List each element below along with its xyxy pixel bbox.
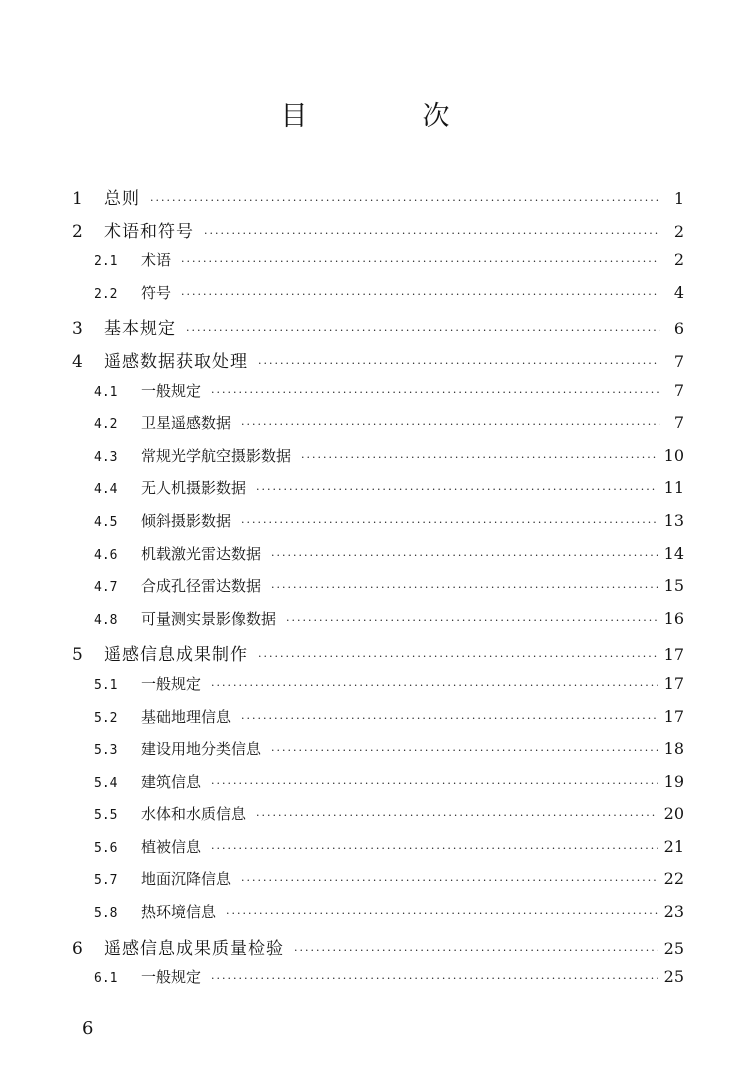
toc-leader-dots <box>286 614 658 627</box>
toc-section-entry[interactable] <box>72 673 684 706</box>
footer-page-number: 6 <box>82 1018 94 1039</box>
toc-entry-number: 2.1 <box>94 254 118 270</box>
toc-entry-number: 4.6 <box>94 547 118 563</box>
toc-entry-title: 一般规定 <box>141 968 202 987</box>
toc-entry-number: 5.2 <box>94 710 118 726</box>
toc-leader-dots <box>271 744 658 757</box>
toc-entry-number: 4.1 <box>94 384 118 400</box>
page-title: 目 次 <box>280 101 494 132</box>
toc-section-entry[interactable] <box>72 445 684 478</box>
toc-leader-dots <box>211 842 658 855</box>
toc-entry-page: 4 <box>673 282 684 302</box>
toc-leader-dots <box>241 418 660 431</box>
toc-section-entry[interactable] <box>72 380 684 413</box>
toc-entry-number: 5.8 <box>94 906 118 922</box>
toc-entry-title: 建筑信息 <box>141 772 202 791</box>
toc-section-entry[interactable] <box>72 477 684 510</box>
toc-entry-number: 1 <box>72 189 83 209</box>
toc-entry-title: 基础地理信息 <box>141 707 232 726</box>
toc-leader-dots <box>258 357 660 370</box>
toc-section-entry[interactable] <box>72 575 684 608</box>
toc-leader-dots <box>181 255 660 268</box>
toc-entry-page: 14 <box>663 543 684 563</box>
toc-leader-dots <box>204 227 660 240</box>
toc-leader-dots <box>150 194 660 207</box>
toc-entry-title: 合成孔径雷达数据 <box>141 577 262 596</box>
toc-entry-number: 2.2 <box>94 286 118 302</box>
toc-leader-dots <box>211 777 658 790</box>
toc-entry-title: 术语 <box>141 251 172 270</box>
toc-section-entry[interactable] <box>72 282 684 315</box>
toc-entry-number: 4.7 <box>94 580 118 596</box>
toc-chapter-entry[interactable] <box>72 934 684 967</box>
toc-chapter-entry[interactable] <box>72 314 684 347</box>
toc-entry-title: 卫星遥感数据 <box>141 414 232 433</box>
toc-entry-number: 4.4 <box>94 482 118 498</box>
toc-entry-title: 热环境信息 <box>141 903 217 922</box>
table-of-contents <box>72 184 684 999</box>
toc-chapter-entry[interactable] <box>72 640 684 673</box>
toc-entry-page: 13 <box>663 510 684 530</box>
toc-leader-dots <box>256 483 658 496</box>
toc-entry-number: 4.8 <box>94 612 118 628</box>
toc-section-entry[interactable] <box>72 249 684 282</box>
toc-section-entry[interactable] <box>72 868 684 901</box>
toc-entry-title: 水体和水质信息 <box>141 805 247 824</box>
toc-entry-number: 4.2 <box>94 417 118 433</box>
toc-entry-title: 一般规定 <box>141 381 202 400</box>
toc-leader-dots <box>241 874 658 887</box>
toc-section-entry[interactable] <box>72 412 684 445</box>
toc-section-entry[interactable] <box>72 836 684 869</box>
toc-section-entry[interactable] <box>72 901 684 934</box>
toc-section-entry[interactable] <box>72 510 684 543</box>
toc-entry-number: 6.1 <box>94 971 118 987</box>
toc-entry-page: 17 <box>663 706 684 726</box>
toc-section-entry[interactable] <box>72 966 684 999</box>
toc-chapter-entry[interactable] <box>72 347 684 380</box>
toc-entry-page: 17 <box>663 645 684 665</box>
toc-entry-page: 15 <box>663 576 684 596</box>
toc-entry-page: 25 <box>663 938 684 958</box>
toc-section-entry[interactable] <box>72 738 684 771</box>
toc-leader-dots <box>256 809 658 822</box>
toc-leader-dots <box>271 549 658 562</box>
toc-entry-page: 21 <box>663 836 684 856</box>
toc-entry-page: 20 <box>663 804 684 824</box>
toc-entry-title: 遥感信息成果质量检验 <box>104 938 284 959</box>
toc-entry-page: 17 <box>663 673 684 693</box>
toc-leader-dots <box>241 516 658 529</box>
toc-entry-title: 建设用地分类信息 <box>141 740 262 759</box>
toc-leader-dots <box>226 907 658 920</box>
toc-leader-dots <box>211 972 658 985</box>
toc-entry-title: 术语和符号 <box>104 221 194 242</box>
toc-entry-number: 2 <box>72 221 83 242</box>
toc-entry-title: 总则 <box>104 189 140 209</box>
toc-entry-title: 地面沉降信息 <box>141 870 232 889</box>
toc-leader-dots <box>241 712 658 725</box>
toc-entry-number: 5.4 <box>94 775 118 791</box>
toc-leader-dots <box>186 324 660 337</box>
toc-entry-page: 23 <box>663 902 684 922</box>
toc-entry-page: 2 <box>673 250 684 270</box>
toc-entry-title: 基本规定 <box>104 319 176 340</box>
toc-entry-number: 3 <box>72 319 83 340</box>
toc-leader-dots <box>271 581 658 594</box>
toc-leader-dots <box>211 679 658 692</box>
toc-entry-page: 22 <box>663 869 684 889</box>
toc-entry-page: 16 <box>663 608 684 628</box>
toc-section-entry[interactable] <box>72 706 684 739</box>
toc-leader-dots <box>258 650 658 663</box>
toc-entry-title: 遥感信息成果制作 <box>104 645 248 666</box>
toc-entry-title: 可量测实景影像数据 <box>141 609 277 628</box>
toc-chapter-entry[interactable] <box>72 184 684 217</box>
toc-entry-page: 6 <box>673 319 684 339</box>
toc-entry-title: 遥感数据获取处理 <box>104 351 248 372</box>
toc-entry-number: 5.1 <box>94 677 118 693</box>
toc-entry-number: 5.7 <box>94 873 118 889</box>
toc-entry-page: 7 <box>673 413 684 433</box>
toc-entry-page: 7 <box>673 351 684 371</box>
toc-entry-page: 1 <box>673 189 684 208</box>
toc-entry-title: 一般规定 <box>141 674 202 693</box>
toc-entry-number: 4 <box>72 351 83 372</box>
toc-leader-dots <box>294 944 658 957</box>
toc-entry-title: 常规光学航空摄影数据 <box>141 446 292 465</box>
toc-leader-dots <box>211 386 660 399</box>
toc-section-entry[interactable] <box>72 803 684 836</box>
toc-entry-title: 无人机摄影数据 <box>141 479 247 498</box>
toc-leader-dots <box>301 451 658 464</box>
toc-entry-number: 4.3 <box>94 449 118 465</box>
toc-entry-title: 符号 <box>141 283 172 302</box>
toc-entry-number: 5.3 <box>94 743 118 759</box>
toc-entry-title: 植被信息 <box>141 837 202 856</box>
toc-entry-number: 5.6 <box>94 840 118 856</box>
toc-section-entry[interactable] <box>72 771 684 804</box>
toc-entry-page: 7 <box>673 380 684 400</box>
toc-entry-page: 18 <box>663 739 684 759</box>
toc-entry-number: 4.5 <box>94 514 118 530</box>
toc-entry-page: 19 <box>663 771 684 791</box>
toc-entry-page: 2 <box>673 221 684 241</box>
toc-entry-page: 11 <box>663 478 684 498</box>
toc-entry-title: 倾斜摄影数据 <box>141 511 232 530</box>
toc-entry-page: 25 <box>663 967 684 987</box>
toc-section-entry[interactable] <box>72 608 684 641</box>
toc-entry-number: 5.5 <box>94 808 118 824</box>
toc-leader-dots <box>181 288 660 301</box>
toc-entry-title: 机载激光雷达数据 <box>141 544 262 563</box>
toc-entry-number: 6 <box>72 938 83 959</box>
toc-section-entry[interactable] <box>72 543 684 576</box>
toc-chapter-entry[interactable] <box>72 217 684 250</box>
toc-entry-number: 5 <box>72 645 83 666</box>
toc-entry-page: 10 <box>663 445 684 465</box>
